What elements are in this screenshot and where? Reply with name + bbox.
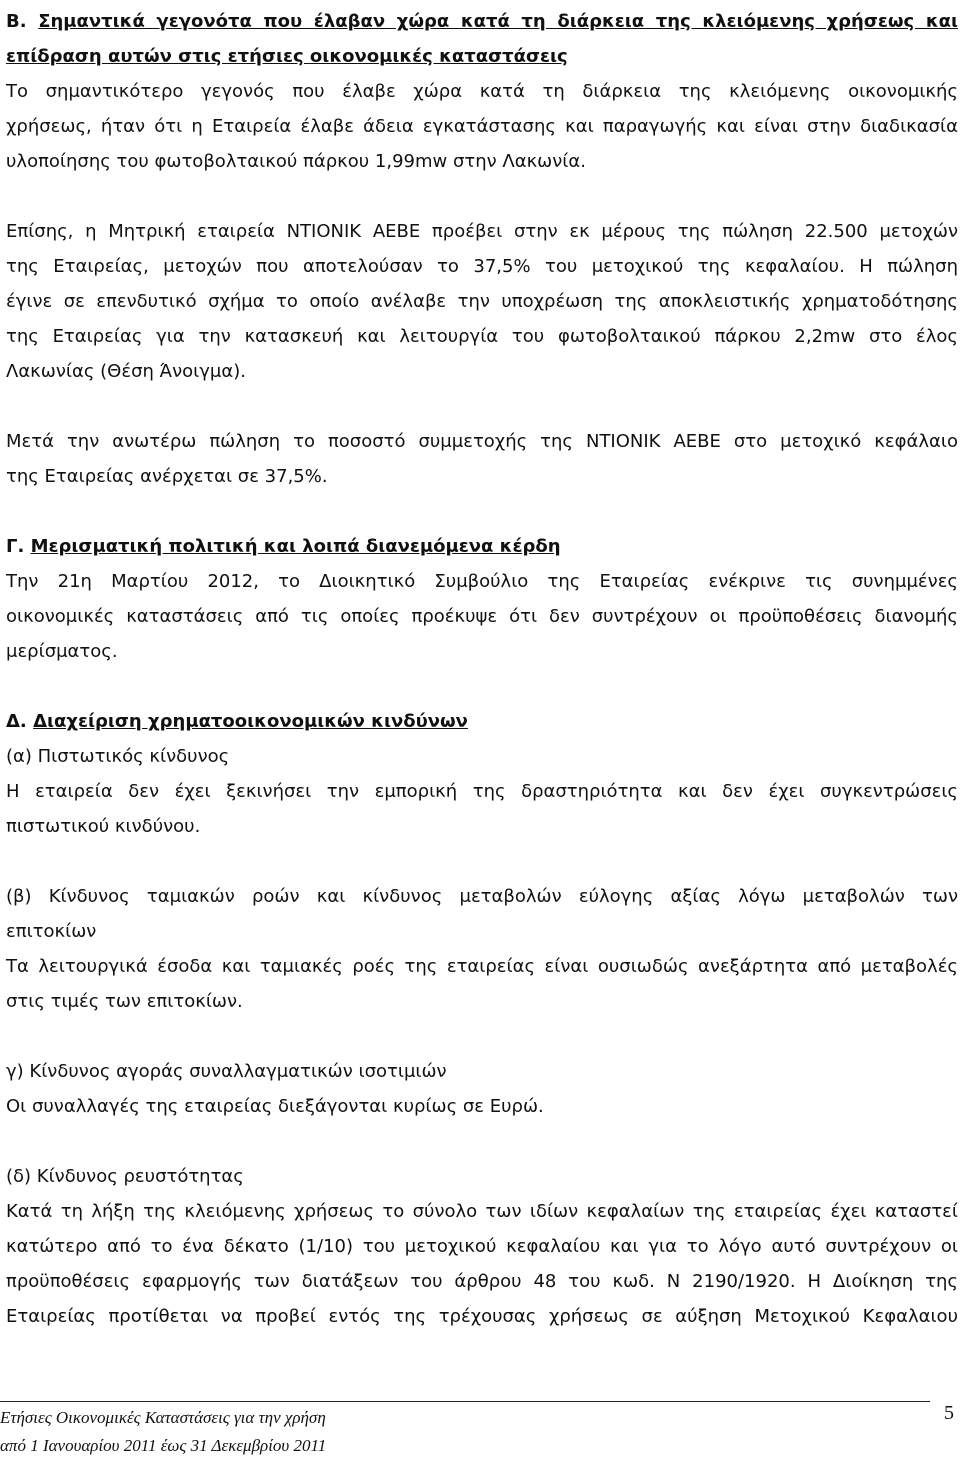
cashflow-risk-text-line: Τα λειτουργικά έσοδα και ταμιακές ροές της εταιρείας είναι ουσιωδώς ανεξάρτητα από μεταβολές: [6, 956, 958, 977]
liquidity-risk-text-line: κατώτερο από το ένα δέκατο (1/10) του μετοχικού κεφαλαίου και για το λόγο αυτό συντρέχουν οι: [6, 1236, 958, 1257]
section-b-p2-line: της Εταιρείας, μετοχών που αποτελούσαν το 37,5% του μετοχικού της κεφαλαίου. Η πώληση: [6, 256, 958, 277]
section-b-p2-line: Λακωνίας (Θέση Άνοιγμα).: [6, 361, 246, 382]
credit-risk-heading: (α) Πιστωτικός κίνδυνος: [6, 746, 230, 767]
cashflow-risk-heading-line: (β) Κίνδυνος ταμιακών ροών και κίνδυνος μεταβολών εύλογης αξίας λόγω μεταβολών των: [6, 886, 958, 907]
cashflow-risk-text-line: στις τιμές των επιτοκίων.: [6, 991, 243, 1012]
section-b-p3-line: της Εταιρείας ανέρχεται σε 37,5%.: [6, 466, 328, 487]
document-page: [6, 4, 958, 1334]
section-b-title-text2: επίδραση αυτών στις ετήσιες οικονομικές καταστάσεις: [6, 46, 568, 67]
section-b-p3-line: Μετά την ανωτέρω πώληση το ποσοστό συμμετοχής της ΝΤΙΟΝΙΚ ΑΕΒΕ στο μετοχικό κεφάλαιο: [6, 431, 958, 452]
section-b-title-text1: Σημαντικά γεγονότα που έλαβαν χώρα κατά τη διάρκεια της κλειόμενης χρήσεως και: [38, 11, 958, 32]
footer-line1: Ετήσιες Οικονομικές Καταστάσεις για την χρήση: [0, 1408, 326, 1427]
section-b-p1-line: Το σημαντικότερο γεγονός που έλαβε χώρα κατά τη διάρκεια της κλειόμενης οικονομικής: [6, 81, 958, 102]
fx-risk-text: Οι συναλλαγές της εταιρείας διεξάγονται κυρίως σε Ευρώ.: [6, 1096, 544, 1117]
section-b-title-line2: [6, 39, 958, 74]
section-b-p1-line: χρήσεως, ήταν ότι η Εταιρεία έλαβε άδεια εγκατάστασης και παραγωγής και είναι στην διαδικασία: [6, 116, 958, 137]
section-d-marker: Δ.: [6, 711, 27, 732]
footer-divider: [0, 1401, 930, 1402]
fx-risk-heading: γ) Κίνδυνος αγοράς συναλλαγματικών ισοτιμιών: [6, 1061, 447, 1082]
cashflow-risk-heading-line: επιτοκίων: [6, 921, 97, 942]
section-g-marker: Γ.: [6, 536, 25, 557]
section-g-p1-line: μερίσματος.: [6, 641, 118, 662]
page-footer: [0, 1404, 960, 1460]
section-d-title: [6, 704, 958, 739]
liquidity-risk-text-line: προϋποθέσεις εφαρμογής των διατάξεων του άρθρου 48 του κωδ. Ν 2190/1920. Η Διοίκηση της: [6, 1271, 958, 1292]
page-number: 5: [944, 1402, 954, 1424]
section-b-p2-line: έγινε σε επενδυτικό σχήμα το οποίο ανέλαβε την υποχρέωση της αποκλειστικής χρηματοδότησης: [6, 291, 958, 312]
section-b-p2-line: της Εταιρείας για την κατασκευή και λειτουργία του φωτοβολταικού πάρκου 2,2mw στο έλος: [6, 326, 958, 347]
section-g-title-text: Μερισματική πολιτική και λοιπά διανεμόμενα κέρδη: [30, 536, 561, 557]
credit-risk-text-line: πιστωτικού κινδύνου.: [6, 816, 201, 837]
section-g-title: [6, 529, 958, 564]
credit-risk-text-line: Η εταιρεία δεν έχει ξεκινήσει την εμπορική της δραστηριότητα και δεν έχει συγκεντρώσεις: [6, 781, 958, 802]
liquidity-risk-text-line: Κατά τη λήξη της κλειόμενης χρήσεως το σύνολο των ιδίων κεφαλαίων της εταιρείας έχει καταστεί: [6, 1201, 958, 1222]
section-d-title-text: Διαχείριση χρηματοοικονομικών κινδύνων: [33, 711, 468, 732]
section-b-marker: B.: [6, 11, 27, 32]
footer-line2: από 1 Ιανουαρίου 2011 έως 31 Δεκεμβρίου 2011: [0, 1436, 327, 1455]
liquidity-risk-text-line: Εταιρείας προτίθεται να προβεί εντός της τρέχουσας χρήσεως σε αύξηση Μετοχικού Κεφαλαιου: [6, 1306, 958, 1327]
section-b-title-line1: [6, 4, 958, 39]
section-b-p2-line: Επίσης, η Μητρική εταιρεία ΝΤΙΟΝΙΚ ΑΕΒΕ προέβει στην εκ μέρους της πώληση 22.500 μετοχών: [6, 221, 958, 242]
liquidity-risk-heading: (δ) Κίνδυνος ρευστότητας: [6, 1166, 244, 1187]
section-b-p1-line: υλοποίησης του φωτοβολταικού πάρκου 1,99mw στην Λακωνία.: [6, 151, 586, 172]
section-g-p1-line: Την 21η Μαρτίου 2012, το Διοικητικό Συμβούλιο της Εταιρείας ενέκρινε τις συνημμένες: [6, 571, 958, 592]
section-g-p1-line: οικονομικές καταστάσεις από τις οποίες προέκυψε ότι δεν συντρέχουν οι προϋποθέσεις διανομής: [6, 606, 958, 627]
